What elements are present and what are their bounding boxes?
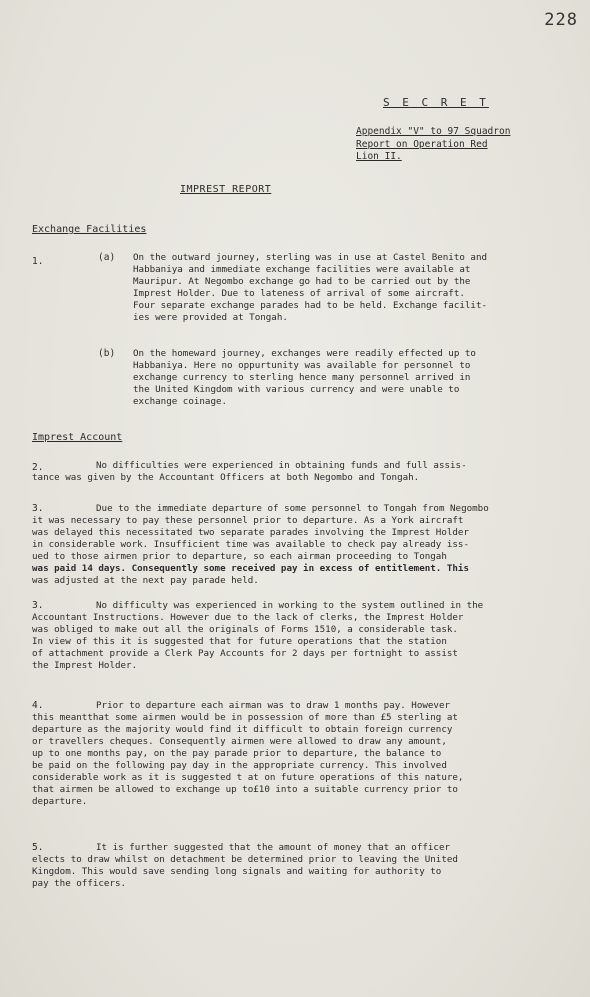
text-line: Habbaniya and immediate exchange facilities were available at <box>133 264 471 275</box>
text-line: tance was given by the Accountant Officers at both Negombo and Tongah. <box>32 472 420 483</box>
text-line: departure as the majority would find it difficult to obtain foreign currency <box>32 724 453 735</box>
paragraph-1a <box>133 252 487 324</box>
text-line: exchange coinage. <box>133 396 228 407</box>
text-line: was adjusted at the next pay parade held. <box>32 575 259 586</box>
text-line: In view of this it is suggested that for future operations that the station <box>32 636 447 647</box>
text-line: Mauripur. At Negombo exchange go had to be carried out by the <box>133 276 471 287</box>
paragraph-number: 1. <box>32 256 44 267</box>
text-line: be paid on the following pay day in the appropriate currency. This involved <box>32 760 447 771</box>
paragraph-4 <box>32 700 463 808</box>
text-line: or travellers cheques. Consequently airmen were allowed to draw any amount, <box>32 736 447 747</box>
text-line: It is further suggested that the amount of money that an officer <box>96 842 451 853</box>
classification-marking: S E C R E T <box>383 96 489 109</box>
text-line: Kingdom. This would save sending long signals and waiting for authority to <box>32 866 442 877</box>
text-line: the United Kingdom with various currency and were unable to <box>133 384 460 395</box>
paragraph-number: 3. <box>32 503 44 514</box>
subparagraph-label-a: (a) <box>98 252 116 263</box>
page-number: 228 <box>544 10 578 30</box>
paragraph-number: 3. <box>32 600 44 611</box>
paragraph-1b <box>133 348 476 408</box>
text-line: ued to those airmen prior to departure, so each airman proceeding to Tongah <box>32 551 447 562</box>
text-line: pay the officers. <box>32 878 127 889</box>
paragraph-2 <box>32 460 467 484</box>
text-line: Due to the immediate departure of some personnel to Tongah from Negombo <box>96 503 489 514</box>
text-line: On the outward journey, sterling was in use at Castel Benito and <box>133 252 488 263</box>
paragraph-number: 4. <box>32 700 44 711</box>
report-title: IMPREST REPORT <box>180 184 272 195</box>
text-line: this meantthat some airmen would be in possession of more than £5 sterling at <box>32 712 458 723</box>
text-line: exchange currency to sterling hence many personnel arrived in <box>133 372 471 383</box>
paragraph-3a <box>32 503 489 587</box>
text-line: Four separate exchange parades had to be held. Exchange facilit- <box>133 300 488 311</box>
paragraph-number: 5. <box>32 842 44 853</box>
text-line: the Imprest Holder. <box>32 660 138 671</box>
appendix-line: Report on Operation Red <box>356 138 488 150</box>
paragraph-3b <box>32 600 483 672</box>
text-line: elects to draw whilst on detachment be determined prior to leaving the United <box>32 854 458 865</box>
section-heading-imprest: Imprest Account <box>32 432 123 443</box>
subparagraph-label-b: (b) <box>98 348 116 359</box>
text-line: was paid 14 days. Consequently some received pay in excess of entitlement. This <box>32 563 469 574</box>
text-line: in considerable work. Insufficient time was available to check pay already iss- <box>32 539 469 550</box>
text-line: of attachment provide a Clerk Pay Accounts for 2 days per fortnight to assist <box>32 648 458 659</box>
paragraph-number: 2. <box>32 462 44 473</box>
text-line: was delayed this necessitated two separate parades involving the Imprest Holder <box>32 527 469 538</box>
text-line: ies were provided at Tongah. <box>133 312 288 323</box>
text-line: up to one months pay, on the pay parade prior to departure, the balance to <box>32 748 442 759</box>
paragraph-5 <box>32 842 458 890</box>
text-line: Prior to departure each airman was to draw 1 months pay. However <box>96 700 451 711</box>
text-line: No difficulties were experienced in obtaining funds and full assis- <box>96 460 467 471</box>
text-line: No difficulty was experienced in working to the system outlined in the <box>96 600 484 611</box>
text-line: that airmen be allowed to exchange up to£10 into a suitable currency prior to <box>32 784 458 795</box>
appendix-reference <box>356 126 510 164</box>
text-line: departure. <box>32 796 88 807</box>
text-line: Habbaniya. Here no oppurtunity was available for personnel to <box>133 360 471 371</box>
text-line: it was necessary to pay these personnel prior to departure. As a York aircraft <box>32 515 464 526</box>
text-line: was obliged to make out all the originals of Forms 1510, a considerable task. <box>32 624 458 635</box>
appendix-line: Lion II. <box>356 151 402 162</box>
text-line: Imprest Holder. Due to lateness of arrival of some aircraft. <box>133 288 465 299</box>
text-line: Accountant Instructions. However due to the lack of clerks, the Imprest Holder <box>32 612 464 623</box>
text-line: considerable work as it is suggested t at on future operations of this nature, <box>32 772 464 783</box>
appendix-line: Appendix "V" to 97 Squadron <box>356 126 511 137</box>
section-heading-exchange: Exchange Facilities <box>32 224 147 235</box>
text-line: On the homeward journey, exchanges were readily effected up to <box>133 348 476 359</box>
